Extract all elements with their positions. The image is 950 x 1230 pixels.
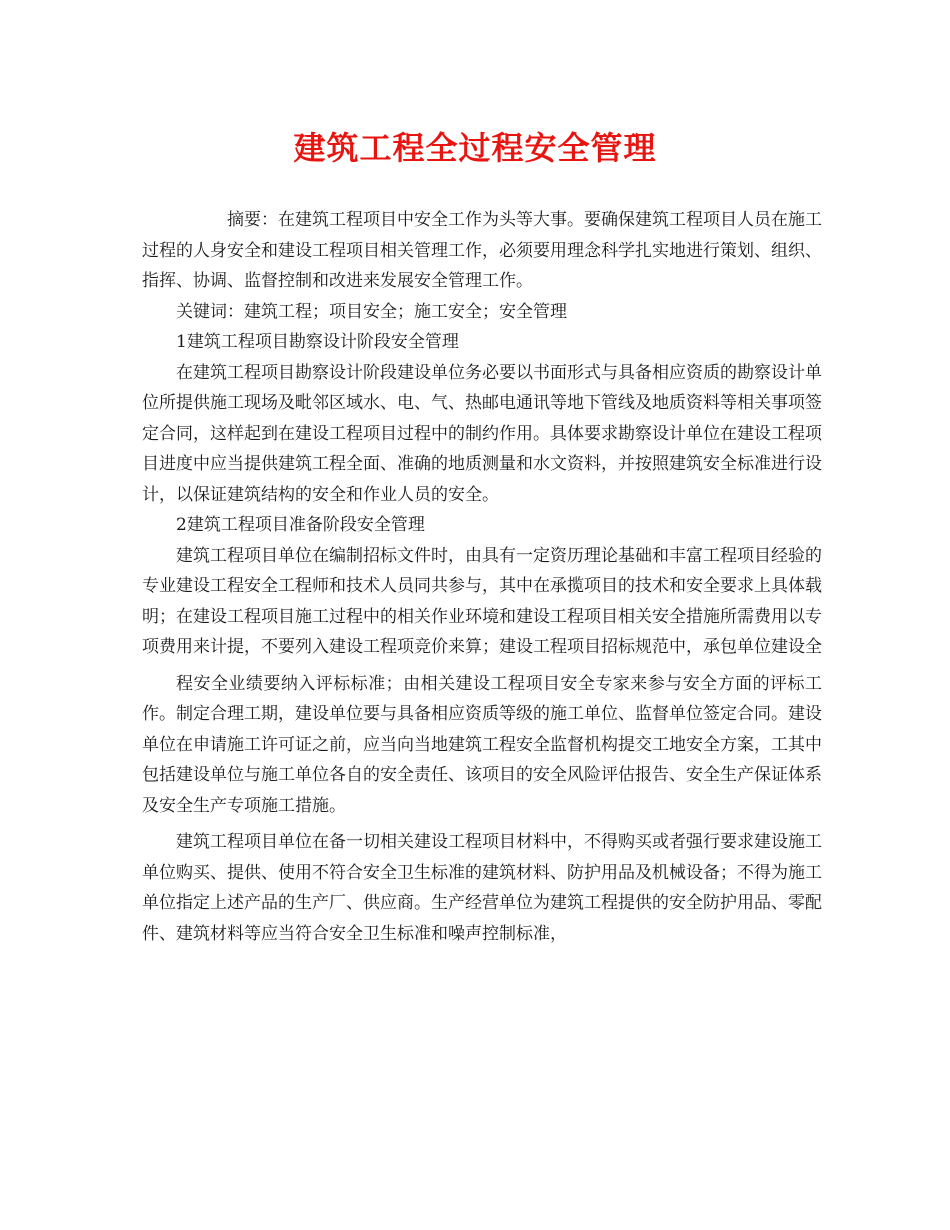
document-title: 建筑工程全过程安全管理: [293, 129, 657, 167]
keywords-paragraph: 关键词：建筑工程；项目安全；施工安全；安全管理: [176, 301, 567, 322]
section-heading-2: 2建筑工程项目准备阶段安全管理: [176, 515, 425, 535]
section-heading-1: 1建筑工程项目勘察设计阶段安全管理: [176, 332, 459, 352]
body-paragraph: 程安全业绩要纳入评标标准；由相关建设工程项目安全专家来参与安全方面的评标工作。制定合理工期，建设单位要与具备相应资质等级的施工单位、监督单位签定合同。建设单位在申请施工许可证之前，应当向当地建筑工程安全监督机构提交工地安全方案，工其中包括建设单位与施工单位各自的安全责任、该项目的安全风险评估报告、安全生产保证体系及安全生产专项施工措施。: [142, 673, 822, 816]
body-paragraph: 建筑工程项目单位在备一切相关建设工程项目材料中，不得购买或者强行要求建设施工单位购买、提供、使用不符合安全卫生标准的建筑材料、防护用品及机械设备；不得为施工单位指定上述产品的生产厂、供应商。生产经营单位为建筑工程提供的安全防护用品、零配件、建筑材料等应当符合安全卫生标准和噪声控制标准，: [142, 832, 822, 944]
document-body: [142, 205, 822, 949]
body-paragraph: 在建筑工程项目勘察设计阶段建设单位务必要以书面形式与具备相应资质的勘察设计单位所提供施工现场及毗邻区域水、电、气、热邮电通讯等地下管线及地质资料等相关事项签定合同，这样起到在建设工程项目过程中的制约作用。具体要求勘察设计单位在建设工程项目进度中应当提供建筑工程全面、准确的地质测量和水文资料，并按照建筑安全标准进行设计，以保证建筑结构的安全和作业人员的安全。: [142, 362, 822, 505]
body-paragraph: 建筑工程项目单位在编制招标文件时，由具有一定资历理论基础和丰富工程项目经验的专业建设工程安全工程师和技术人员同共参与，其中在承揽项目的技术和安全要求上具体载明；在建设工程项目施工过程中的相关作业环境和建设工程项目相关安全措施所需费用以专项费用来计提，不要列入建设工程项竞价来算；建设工程项目招标规范中，承包单位建设全: [142, 545, 822, 657]
abstract-paragraph: 摘要：在建筑工程项目中安全工作为头等大事。要确保建筑工程项目人员在施工过程的人身安全和建设工程项目相关管理工作，必须要用理念科学扎实地进行策划、组织、指挥、协调、监督控制和改进来发展安全管理工作。: [142, 210, 822, 291]
